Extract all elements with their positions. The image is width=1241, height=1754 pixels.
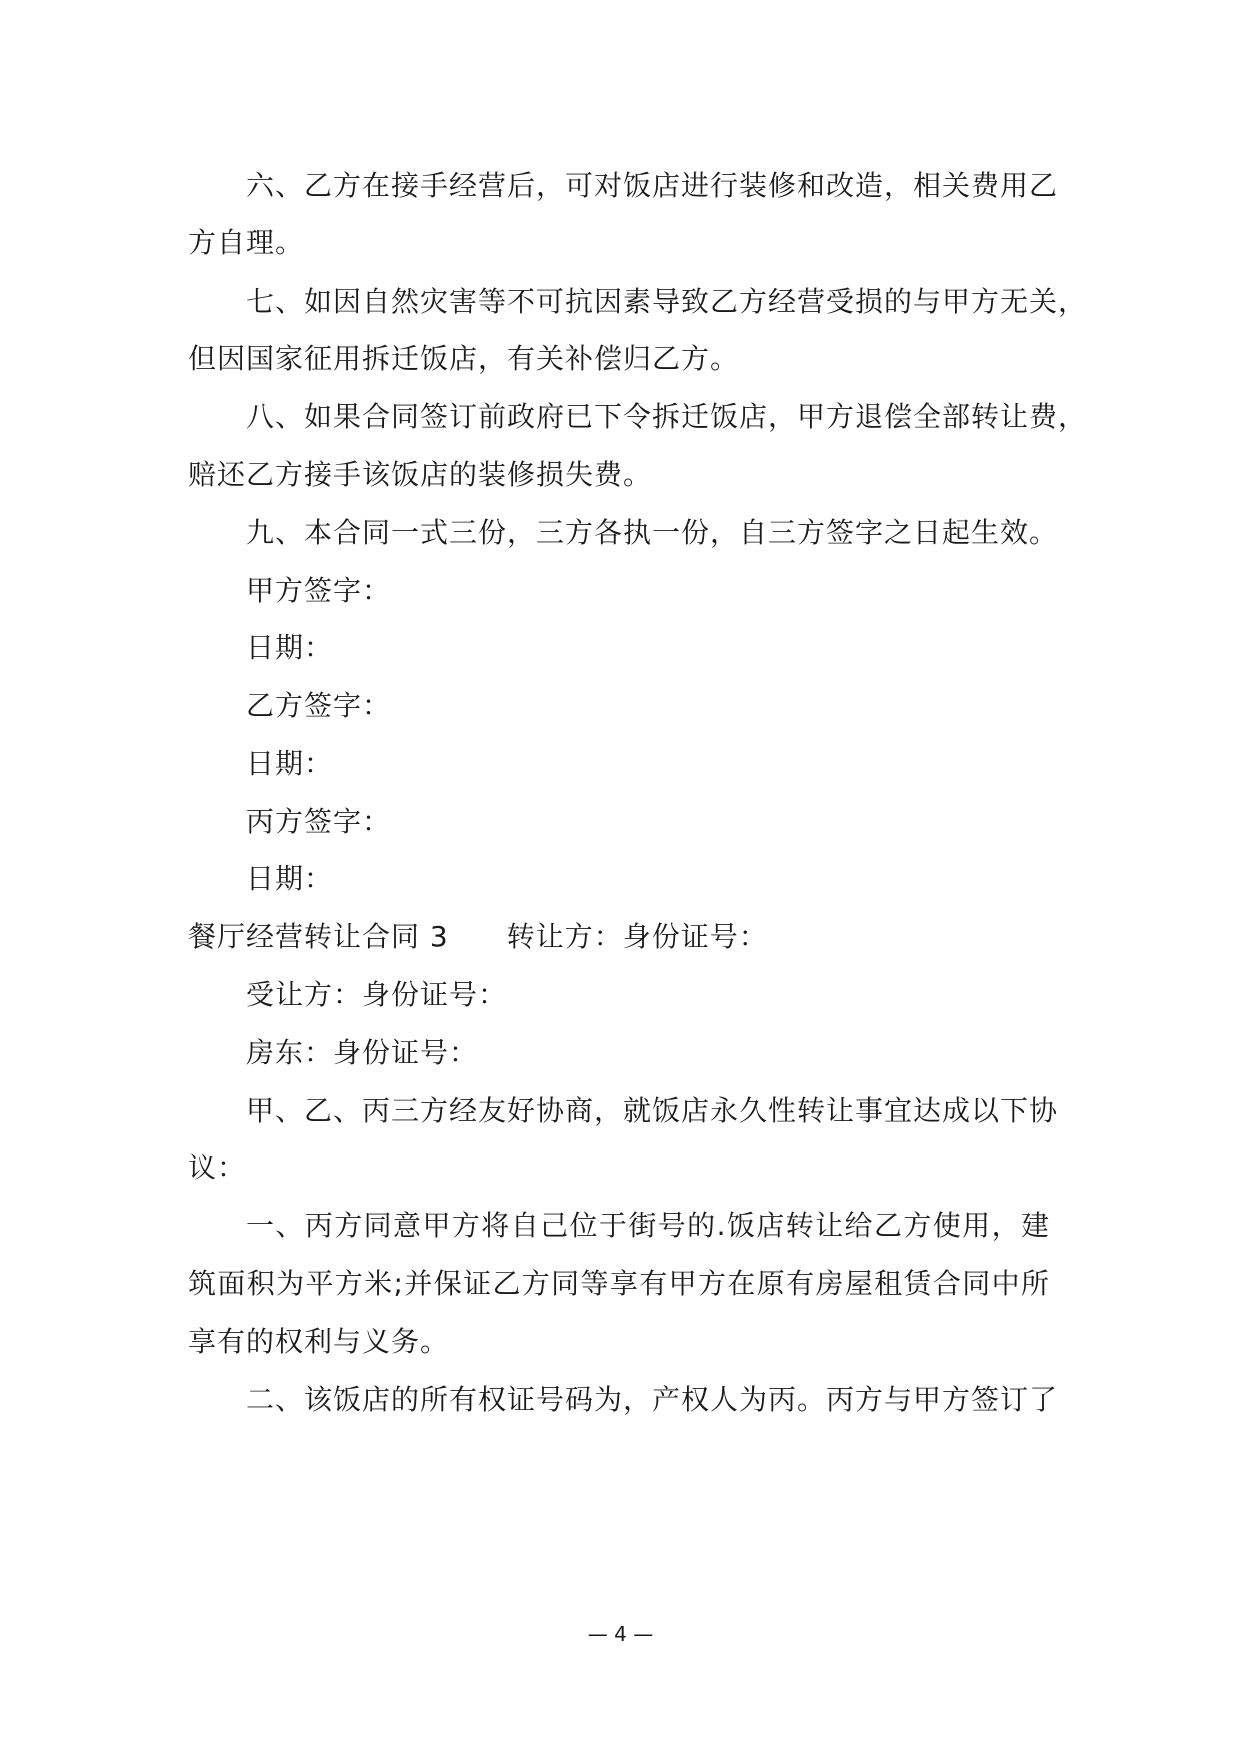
party-a-date-label: 日期： <box>246 631 334 664</box>
party-c-signature-label: 丙方签字： <box>246 805 392 838</box>
contract-3-heading-line <box>188 917 768 957</box>
clause-1-line-1: 一、丙方同意甲方将自己位于街号的.饭店转让给乙方使用，建 <box>246 1209 1050 1242</box>
clause-8-line-2: 赔还乙方接手该饭店的装修损失费。 <box>188 458 653 491</box>
party-c-date-label: 日期： <box>246 862 334 895</box>
page-number: — 4 — <box>587 1622 654 1646</box>
clause-8-line-1: 八、如果合同签订前政府已下令拆迁饭店，甲方退偿全部转让费， <box>246 400 1088 433</box>
preamble-line-2: 议： <box>188 1151 247 1184</box>
clause-7-line-2: 但因国家征用拆迁饭店，有关补偿归乙方。 <box>188 342 740 375</box>
contract-3-title: 餐厅经营转让合同 3 <box>188 920 449 953</box>
party-b-date-label: 日期： <box>246 747 334 780</box>
transferee-id-label: 受让方：身份证号： <box>246 978 508 1011</box>
clause-6-line-2: 方自理。 <box>188 226 305 259</box>
clause-7-line-1: 七、如因自然灾害等不可抗因素导致乙方经营受损的与甲方无关， <box>246 285 1088 318</box>
preamble-line-1: 甲、乙、丙三方经友好协商，就饭店永久性转让事宜达成以下协 <box>246 1094 1059 1127</box>
clause-1-line-3: 享有的权利与义务。 <box>188 1325 450 1358</box>
landlord-id-label: 房东：身份证号： <box>246 1036 479 1069</box>
clause-2-line-1: 二、该饭店的所有权证号码为，产权人为丙。丙方与甲方签订了 <box>246 1383 1059 1416</box>
clause-9-line: 九、本合同一式三份，三方各执一份，自三方签字之日起生效。 <box>246 516 1059 549</box>
clause-1-line-2: 筑面积为平方米;并保证乙方同等享有甲方在原有房屋租赁合同中所 <box>188 1267 1050 1300</box>
clause-6-line-1: 六、乙方在接手经营后，可对饭店进行装修和改造，相关费用乙 <box>246 169 1059 202</box>
transferor-id-label: 转让方：身份证号： <box>506 920 768 953</box>
party-a-signature-label: 甲方签字： <box>246 574 392 607</box>
party-b-signature-label: 乙方签字： <box>246 689 392 722</box>
